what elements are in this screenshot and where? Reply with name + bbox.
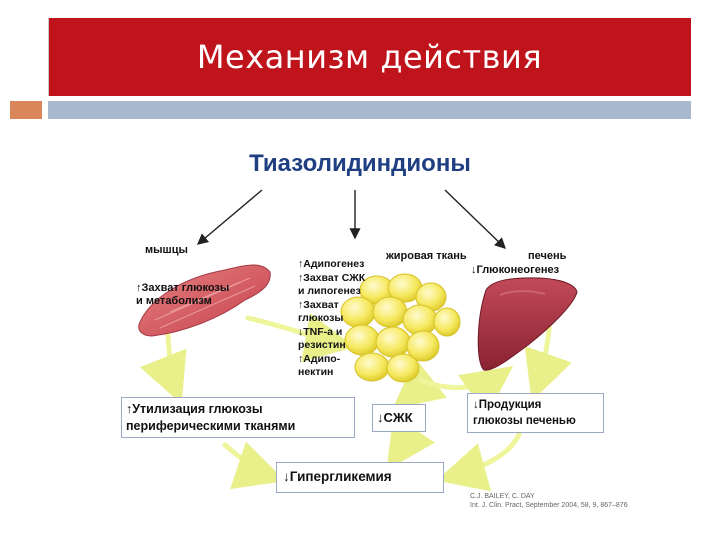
arrow-to-muscle [198,190,262,244]
muscle-effect-text: ↑Захват глюкозы и метаболизм [136,282,230,307]
flow-peripheral-to-hyperglycemia [225,445,276,478]
liver-icon [478,278,577,370]
flow-fat-to-liver [420,372,505,388]
flow-ffa-to-hyperglycemia [392,434,400,462]
flow-muscle-to-peripheral [168,335,178,395]
fat-effects-text: ↑Адипогенез ↑Захват СЖК и липогенез ↑Захват глюкозы ↓TNF-a и резистин ↑Адипо- нектин [298,258,366,378]
arrow-to-liver [445,190,505,248]
citation: C.J. BAILEY, C. DAY Int. J. Clin. Pract, September 2004, 58, 9, 867–876 [470,493,628,509]
label-fat: жировая ткань [386,250,467,262]
box-peripheral-utilization: ↑Утилизация глюкозы периферическими тканями [121,397,355,438]
slide-title: Механизм действия [196,38,543,76]
liver-effect-text: ↓Глюконеогенез [471,264,560,276]
diagram-title: Тиазолидиндионы [249,150,471,177]
box-hyperglycemia: ↓Гипергликемия [276,462,444,493]
box-hepatic-output: ↓Продукция глюкозы печенью [467,393,604,433]
box-ffa: ↓СЖК [372,404,426,432]
label-muscle: мышцы [145,244,188,256]
label-liver: печень [528,250,567,262]
flow-output-to-hyperglycemia [446,432,520,478]
